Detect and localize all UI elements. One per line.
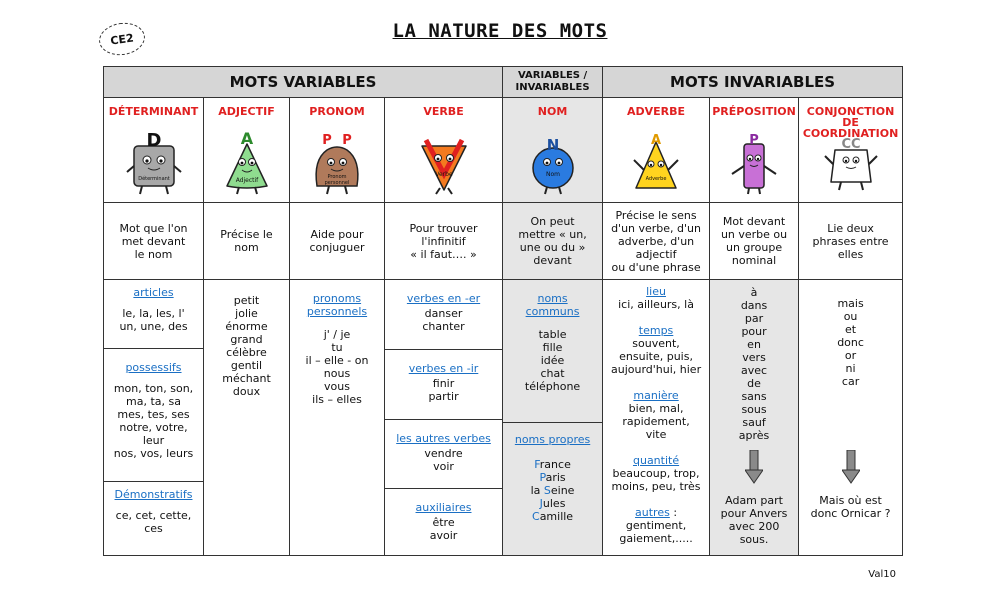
example-line: nos, vos, leurs xyxy=(113,447,194,460)
capital-letter: P xyxy=(539,471,546,484)
definition-line: phrases entre xyxy=(812,234,889,248)
word-rest: amille xyxy=(539,510,574,523)
definition-line: Précise le sens xyxy=(615,208,697,222)
example-line: gentil xyxy=(230,359,263,372)
nom-mascot-icon xyxy=(521,130,585,196)
articles-group xyxy=(104,280,203,349)
link-line: communs xyxy=(525,305,580,318)
word-rest: la xyxy=(530,484,544,497)
svg-text:Déterminant: Déterminant xyxy=(137,176,170,182)
example-line: à xyxy=(750,286,758,299)
demonstratifs-group xyxy=(104,482,203,541)
example-line: aujourd'hui, hier xyxy=(610,363,702,376)
category-verbe xyxy=(385,98,503,203)
example-line: ma, ta, sa xyxy=(126,395,181,408)
definition-line: une ou du » xyxy=(519,241,586,254)
down-arrow-icon xyxy=(745,450,763,484)
definition-line: d'un verbe, d'un xyxy=(611,221,702,235)
definition-line: Aide pour xyxy=(310,228,364,241)
svg-text:N: N xyxy=(546,136,559,154)
svg-text:P: P xyxy=(322,133,332,148)
autres-link[interactable]: autres xyxy=(635,506,670,519)
noms-communs-group xyxy=(503,280,602,423)
example-line: gentiment, xyxy=(625,519,687,532)
example-line: ces xyxy=(144,522,163,535)
examples-preposition xyxy=(710,280,799,556)
example-line xyxy=(506,471,599,484)
example-sentence-line: pour Anvers xyxy=(720,507,788,520)
definition-line: adverbe, d'un xyxy=(617,234,695,248)
example-line xyxy=(506,484,599,497)
example-line: petit xyxy=(233,294,260,307)
link-line: personnels xyxy=(306,305,368,318)
definition-line: nom xyxy=(234,241,259,254)
author-signature: Val10 xyxy=(868,569,896,580)
both-header-line1: VARIABLES / xyxy=(517,70,588,81)
example-sentence-line: Mais où est xyxy=(819,494,882,507)
link-line: noms xyxy=(537,292,568,305)
lieu-link[interactable]: lieu xyxy=(646,285,666,298)
example-line: de xyxy=(747,377,761,390)
down-arrow-icon xyxy=(842,450,860,484)
example-line: j' / je xyxy=(323,328,351,341)
category-adverbe xyxy=(603,98,710,203)
example-line: partir xyxy=(428,390,459,403)
examples-pronom xyxy=(290,280,385,556)
both-header xyxy=(503,67,603,98)
group-header-row xyxy=(104,67,903,98)
category-adjectif xyxy=(204,98,290,203)
definition-line: met devant xyxy=(121,234,186,248)
example-line: notre, votre, xyxy=(119,421,188,434)
verbes-ir-group xyxy=(385,350,502,420)
adverbe-mascot-icon xyxy=(624,130,688,196)
page-title: LA NATURE DES MOTS xyxy=(392,20,608,42)
example-line: sous xyxy=(741,403,767,416)
maniere-link[interactable]: manière xyxy=(633,389,679,402)
example-line: vous xyxy=(324,380,350,393)
category-conjonction xyxy=(799,98,903,203)
definition-line: un verbe ou xyxy=(720,228,788,241)
example-line: dans xyxy=(740,299,768,312)
example-line: après xyxy=(738,429,770,442)
definition-line: conjuguer xyxy=(309,241,365,254)
invariables-header: MOTS INVARIABLES xyxy=(603,67,903,98)
word-nature-table xyxy=(103,66,903,556)
examples-determinant xyxy=(104,280,204,556)
svg-text:Verbe: Verbe xyxy=(434,171,453,178)
example-sentence-line: sous. xyxy=(739,533,769,546)
example-line: doux xyxy=(232,385,261,398)
examples-nom xyxy=(503,280,603,556)
example-line: nous xyxy=(323,367,351,380)
definition-verbe xyxy=(385,203,503,280)
autres-verbes-link[interactable]: les autres verbes xyxy=(396,432,491,445)
possessifs-link[interactable]: possessifs xyxy=(125,361,182,374)
verbes-er-link[interactable]: verbes en -er xyxy=(406,292,481,305)
examples-verbe xyxy=(385,280,503,556)
example-line: célèbre xyxy=(226,346,267,359)
auxiliaires-group xyxy=(385,489,502,548)
example-line: vendre xyxy=(424,447,463,460)
example-line: ensuite, puis, xyxy=(619,350,693,363)
example-line: un, une, des xyxy=(119,320,188,333)
example-line: leur xyxy=(142,434,165,447)
definition-line: Mot que l'on xyxy=(119,221,188,235)
example-line: pour xyxy=(741,325,767,338)
quantite-link[interactable]: quantité xyxy=(632,454,680,467)
examples-adverbe xyxy=(603,280,710,556)
noms-communs-link[interactable] xyxy=(506,292,599,318)
category-name-line2: COORDINATION xyxy=(802,127,899,140)
category-name: ADVERBE xyxy=(627,105,686,118)
examples-row xyxy=(104,280,903,556)
example-line: vite xyxy=(645,428,667,441)
example-line: vers xyxy=(742,351,766,364)
definition-line: Mot devant xyxy=(722,215,786,228)
category-name: DÉTERMINANT xyxy=(108,105,199,118)
capital-letter: J xyxy=(539,497,543,510)
example-line: ou xyxy=(843,310,858,323)
noms-propres-link[interactable]: noms propres xyxy=(514,433,591,446)
word-rest: rance xyxy=(539,458,571,471)
example-line: beaucoup, trop, xyxy=(612,467,700,480)
svg-text:CC: CC xyxy=(841,137,861,152)
category-row xyxy=(104,98,903,203)
autres-suffix: : xyxy=(669,506,678,519)
definition-conjonction xyxy=(799,203,903,280)
example-line: avoir xyxy=(429,529,458,542)
definition-determinant xyxy=(104,203,204,280)
definition-line: ou d'une phrase xyxy=(611,260,701,274)
example-line: ce, cet, cette, xyxy=(115,509,192,522)
definition-line: Lie deux xyxy=(827,221,874,235)
example-line: sans xyxy=(741,390,767,403)
category-name: ADJECTIF xyxy=(218,105,275,118)
example-line: être xyxy=(432,516,455,529)
svg-text:Adjectif: Adjectif xyxy=(235,177,258,184)
preposition-mascot-icon xyxy=(724,130,784,196)
autres-verbes-group xyxy=(385,420,502,489)
auxiliaires-link[interactable]: auxiliaires xyxy=(415,501,472,514)
svg-text:personnel: personnel xyxy=(324,180,350,186)
example-line: ici, ailleurs, là xyxy=(618,298,694,311)
pronom-mascot-icon xyxy=(305,130,369,196)
category-pronom xyxy=(290,98,385,203)
definition-line: l'infinitif xyxy=(421,234,466,248)
determinant-mascot-icon xyxy=(124,130,184,196)
example-line: grand xyxy=(230,333,263,346)
examples-adjectif xyxy=(204,280,290,556)
grade-badge-text: CE2 xyxy=(109,30,135,48)
example-line: table xyxy=(538,328,567,341)
category-name-line1: CONJONCTION DE xyxy=(806,105,895,129)
example-line: sauf xyxy=(742,416,766,429)
autres-line xyxy=(603,506,709,519)
possessifs-group xyxy=(104,349,203,482)
capital-letter: S xyxy=(543,484,551,497)
link-line: pronoms xyxy=(312,292,362,305)
word-rest: aris xyxy=(545,471,566,484)
definition-line: Pour trouver xyxy=(409,221,478,235)
definition-line: nominal xyxy=(731,254,777,267)
pronoms-personnels-link[interactable] xyxy=(290,292,384,318)
example-line: voir xyxy=(433,460,454,473)
example-line xyxy=(506,458,599,471)
example-line: rapidement, xyxy=(622,415,690,428)
svg-text:P: P xyxy=(342,133,352,148)
verbes-ir-link[interactable]: verbes en -ir xyxy=(408,362,479,375)
example-sentence-line: avec 200 xyxy=(728,520,780,533)
example-line xyxy=(506,497,599,510)
example-line: donc xyxy=(837,336,864,349)
svg-text:Pronom: Pronom xyxy=(327,174,347,180)
definition-line: un groupe xyxy=(725,241,783,254)
definition-line: « il faut…. » xyxy=(410,247,477,261)
example-line: tu xyxy=(331,341,343,354)
temps-link[interactable]: temps xyxy=(638,324,674,337)
category-name: VERBE xyxy=(423,105,464,118)
svg-text:A: A xyxy=(240,130,253,148)
example-line: mon, ton, son, xyxy=(113,382,194,395)
verbes-er-group xyxy=(385,280,502,350)
svg-text:P: P xyxy=(749,133,759,148)
example-line: en xyxy=(747,338,761,351)
example-line: finir xyxy=(432,377,455,390)
definition-pronom xyxy=(290,203,385,280)
category-nom xyxy=(503,98,603,203)
svg-text:A: A xyxy=(651,133,662,148)
definition-adjectif xyxy=(204,203,290,280)
capital-letter: C xyxy=(532,510,540,523)
example-sentence-line: Adam part xyxy=(725,494,783,507)
example-line: méchant xyxy=(222,372,271,385)
svg-text:Adverbe: Adverbe xyxy=(645,176,667,182)
svg-text:Nom: Nom xyxy=(545,171,560,178)
adjectif-mascot-icon xyxy=(217,130,277,196)
definition-line: devant xyxy=(533,254,572,267)
word-rest: eine xyxy=(550,484,575,497)
definition-line: Précise le xyxy=(220,228,273,241)
definition-line: le nom xyxy=(134,247,173,261)
example-line: le, la, les, l' xyxy=(122,307,185,320)
example-line: gaiement,..... xyxy=(619,532,693,545)
noms-propres-group xyxy=(503,423,602,529)
both-header-line2: INVARIABLES xyxy=(515,82,590,93)
definition-line: mettre « un, xyxy=(518,228,587,241)
example-line: bien, mal, xyxy=(628,402,684,415)
example-line: idée xyxy=(540,354,565,367)
example-line: chanter xyxy=(422,320,465,333)
capital-letter: F xyxy=(534,458,540,471)
examples-conjonction xyxy=(799,280,903,556)
variables-header: MOTS VARIABLES xyxy=(104,67,503,98)
example-line: par xyxy=(744,312,764,325)
example-line: ils – elles xyxy=(312,393,362,406)
verbe-mascot-icon xyxy=(412,130,476,196)
example-line: ni xyxy=(845,362,856,375)
definition-row xyxy=(104,203,903,280)
demonstratifs-link[interactable]: Démonstratifs xyxy=(114,488,193,501)
articles-link[interactable]: articles xyxy=(133,286,174,299)
example-sentence-line: donc Ornicar ? xyxy=(810,507,891,520)
category-name: PRONOM xyxy=(309,105,365,118)
definition-nom xyxy=(503,203,603,280)
example-line: moins, peu, très xyxy=(611,480,701,493)
example-line: énorme xyxy=(225,320,268,333)
example-line: car xyxy=(841,375,860,388)
example-line: mes, tes, ses xyxy=(117,408,190,421)
category-determinant xyxy=(104,98,204,203)
category-preposition xyxy=(710,98,799,203)
example-line: il – elle - on xyxy=(305,354,369,367)
definition-line: adjectif xyxy=(635,247,677,261)
example-line: avec xyxy=(741,364,768,377)
example-line: fille xyxy=(542,341,563,354)
category-name: PRÉPOSITION xyxy=(712,105,796,118)
definition-adverbe xyxy=(603,203,710,280)
example-line: téléphone xyxy=(524,380,581,393)
word-rest: ules xyxy=(542,497,566,510)
category-name: NOM xyxy=(537,105,568,118)
example-line: jolie xyxy=(235,307,258,320)
example-line: chat xyxy=(540,367,565,380)
example-line: et xyxy=(845,323,857,336)
category-name xyxy=(799,105,902,140)
definition-line: elles xyxy=(837,247,864,261)
example-line: souvent, xyxy=(632,337,680,350)
svg-text:D: D xyxy=(146,130,161,151)
example-line: or xyxy=(844,349,857,362)
example-line: danser xyxy=(424,307,463,320)
example-line: mais xyxy=(837,297,864,310)
definition-line: On peut xyxy=(530,215,575,228)
definition-preposition xyxy=(710,203,799,280)
example-line xyxy=(506,510,599,523)
